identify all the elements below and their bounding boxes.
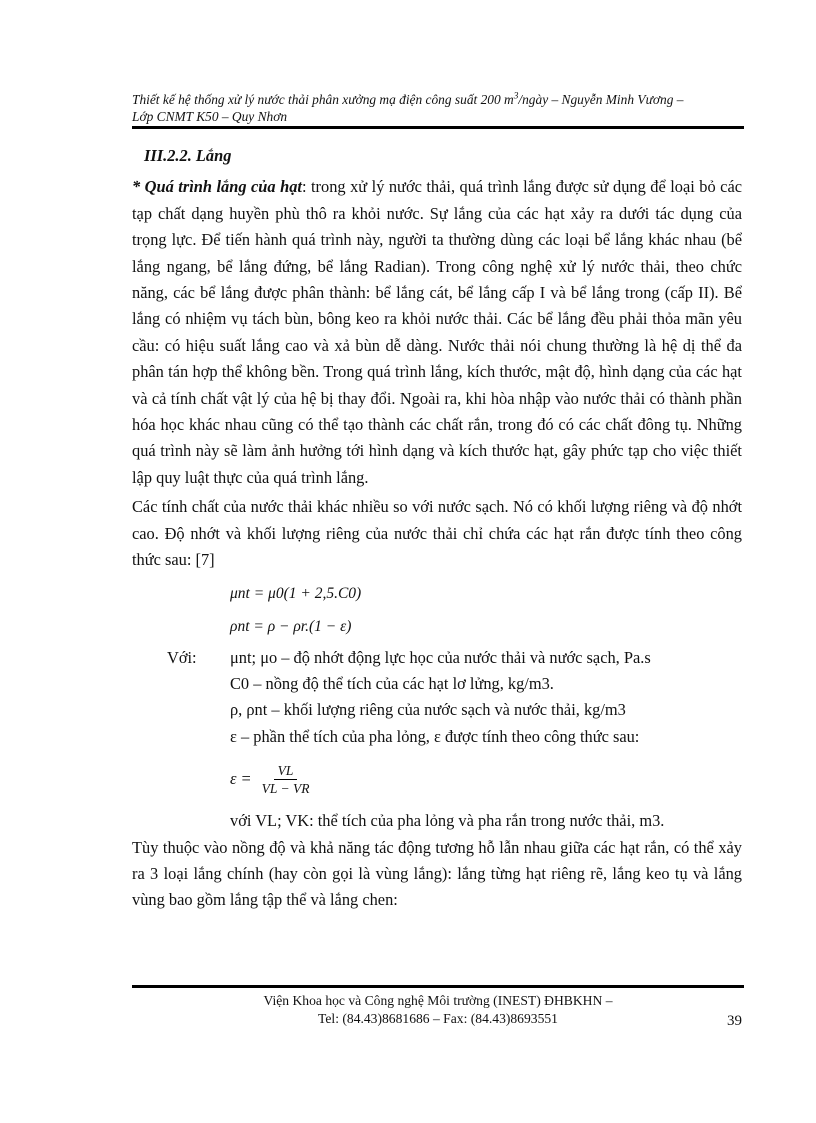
definitions-label: Với: — [167, 647, 197, 667]
page-footer — [132, 992, 744, 1028]
definition-density: ρ, ρnt – khối lượng riêng của nước sạch và nước thải, kg/m3 — [230, 700, 626, 720]
fraction-lhs: ε = — [230, 768, 252, 788]
formula-epsilon — [230, 750, 742, 808]
definition-viscosity: μnt; μo – độ nhớt động lực học của nước thải và nước sạch, Pa.s — [230, 647, 651, 667]
footer-rule — [132, 985, 744, 988]
page-number: 39 — [727, 1013, 742, 1029]
formula-density: ρnt = ρ − ρr.(1 − ε) — [230, 617, 352, 635]
header-line2: Lớp CNMT K50 – Quy Nhơn — [132, 109, 288, 124]
definitions — [132, 645, 742, 835]
running-header — [132, 91, 744, 125]
definition-liquid-fraction: ε – phần thể tích của pha lỏng, ε được tính theo công thức sau: — [230, 726, 640, 746]
section-title: III.2.2. Lắng — [144, 146, 232, 165]
paragraph-properties: Các tính chất của nước thải khác nhiều so với nước sạch. Nó có khối lượng riêng và độ nhớt cao. Độ nhớt và khối lượng riêng của nước thải chỉ chứa các hạt rắn được tính theo công thức sau: [7] — [132, 497, 742, 570]
paragraph-settling-types: Tùy thuộc vào nồng độ và khả năng tác động tương hỗ lẫn nhau giữa các hạt rắn, có thể xảy ra 3 loại lắng chính (hay còn gọi là vùng lắng): lắng từng hạt riêng rẽ, lắng keo tụ và lắng vùng bao gồm lắng tập thể và lắng chen: — [132, 837, 742, 910]
definition-volumes: với VL; VK: thể tích của pha lỏng và pha rắn trong nước thải, m3. — [230, 811, 665, 831]
header-rule — [132, 126, 744, 129]
formula-viscosity: μnt = μ0(1 + 2,5.C0) — [230, 584, 362, 602]
footer-line1: Viện Khoa học và Công nghệ Môi trường (INEST) ĐHBKHN – — [263, 993, 613, 1008]
fraction-numerator: VL — [274, 762, 298, 780]
fraction-denominator: VL − VR — [261, 780, 310, 796]
page-body — [132, 143, 742, 917]
paragraph-settling-process: * Quá trình lắng của hạt: trong xử lý nước thải, quá trình lắng được sử dụng để loại bỏ các tạp chất dạng huyền phù thô ra khỏi nước. Sự lắng của các hạt xảy ra dưới tác dụng của trọng lực. Để tiến hành quá trình này, người ta thường dùng các loại bể lắng khác nhau (bể lắng ngang, bể lắng đứng, bể lắng Radian). Trong công nghệ xử lý nước thải, theo chức năng, các bể lắng được phân thành: bể lắng cát, bể lắng cấp I và bể lắng trong (cấp II). Bể lắng có nhiệm vụ tách bùn, bông keo ra khỏi nước thải. Các bể lắng đều phải thỏa mãn yêu cầu: có hiệu suất lắng cao và xả bùn dễ dàng. Nước thải nói chung thường là hệ dị thể đa phân tán hợp thể không bền. Trong quá trình lắng, kích thước, mật độ, hình dạng của các hạt và cả tính chất vật lý của hệ bị thay đổi. Ngoài ra, khi hòa nhập vào nước thải có thành phần hóa học khác nhau cũng có thể tạo thành các chất rắn, trong đó có các chất đông tụ. Những quá trình này sẽ làm ảnh hưởng tới hình dạng và kích thước hạt, gây phức tạp cho việc thiết lập quy luật thực của quá trình lắng. — [132, 177, 742, 487]
header-line1: Thiết kế hệ thống xử lý nước thải phân xưởng mạ điện công suất 200 $m^3$/ngày – Nguyễn Minh Vương – — [132, 91, 684, 107]
footer-line2: Tel: (84.43)8681686 – Fax: (84.43)8693551 — [318, 1011, 558, 1026]
definition-concentration: C0 – nồng độ thể tích của các hạt lơ lửng, kg/m3. — [230, 673, 554, 693]
paragraph-lead: * Quá trình lắng của hạt — [132, 177, 302, 197]
